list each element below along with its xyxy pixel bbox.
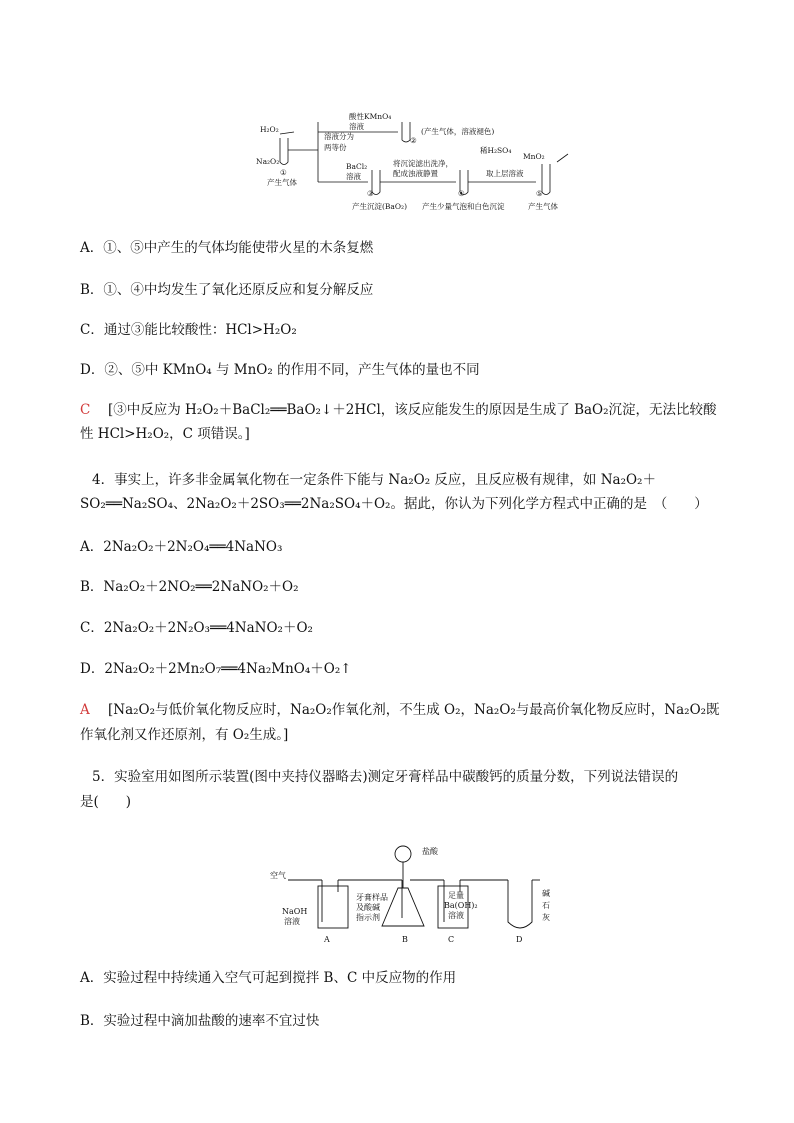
q3-option-a: A．①、⑤中产生的气体均能使带火星的木条复燃 xyxy=(80,240,374,256)
split-label-1: 溶液分为 xyxy=(324,132,354,141)
q3-answer-line-1 xyxy=(80,400,717,420)
test-tube-5 xyxy=(542,164,550,195)
precipitate-label-3: 产生沉淀(BaO₂) xyxy=(352,202,407,211)
sample-label-2: 及酸碱 xyxy=(356,903,380,912)
apparatus-label-d: D xyxy=(516,935,523,944)
baoh-label-2: Ba(OH)₂ xyxy=(444,901,478,910)
q4-answer-letter: A xyxy=(80,702,90,718)
q4-explanation-1: [Na₂O₂与低价氧化物反应时，Na₂O₂作氧化剂，不生成 O₂，Na₂O₂与最高价氧化物反应时，Na₂O₂既 xyxy=(108,702,720,718)
q5-stem-line-2: 是( ) xyxy=(80,794,132,810)
sample-label-1: 牙膏样品 xyxy=(356,893,388,902)
kmno4-label-1: 酸性KMnO₄ xyxy=(349,112,392,121)
q4-answer-line-2: 作氧化剂又作还原剂，有 O₂生成。] xyxy=(80,727,289,743)
gas-label-5: 产生气体 xyxy=(528,202,558,211)
q5-stem-line-1: 5．实验室用如图所示装置(图中夹持仪器略去)测定牙膏样品中碳酸钙的质量分数，下列说法错误的 xyxy=(92,769,679,785)
tube-number-4: ④ xyxy=(458,189,465,198)
h2so4-label: 稀H₂SO₄ xyxy=(480,146,512,155)
flask-b xyxy=(382,888,424,926)
apparatus-label-c: C xyxy=(448,935,455,944)
dropping-funnel xyxy=(395,846,411,862)
q4-option-d: D．2Na₂O₂＋2Mn₂O₇══4Na₂MnO₄＋O₂↑ xyxy=(80,661,352,677)
split-label-2: 两等份 xyxy=(324,143,347,152)
q4-answer-line-1 xyxy=(80,700,720,720)
u-tube-d xyxy=(508,880,532,928)
test-tube-1 xyxy=(280,138,288,165)
q4-stem-line-1: 4．事实上，许多非金属氧化物在一定条件下能与 Na₂O₂ 反应，且反应极有规律，如 Na₂O₂＋ xyxy=(92,472,656,488)
tube-number-2: ② xyxy=(410,136,417,145)
bacl2-label-1: BaCl₂ xyxy=(346,162,368,171)
apparatus-diagram xyxy=(262,830,562,948)
q4-option-a: A．2Na₂O₂＋2N₂O₄══4NaNO₃ xyxy=(80,539,283,555)
q3-answer-line-2: 性 HCl>H₂O₂，C 项错误。] xyxy=(80,426,250,442)
bacl2-label-2: 溶液 xyxy=(346,172,361,181)
q3-option-d: D．②、⑤中 KMnO₄ 与 MnO₂ 的作用不同，产生气体的量也不同 xyxy=(80,362,480,378)
observation-2: (产生气体，溶液褪色) xyxy=(421,127,495,136)
q4-stem-line-2: SO₂══Na₂SO₄、2Na₂O₂＋2SO₃══2Na₂SO₄＋O₂。据此，你认为下列化学方程式中正确的是 （ ） xyxy=(80,496,708,512)
filter-label-1: 将沉淀滤出洗净， xyxy=(393,159,453,168)
apparatus-label-b: B xyxy=(402,935,408,944)
q3-explanation-1: [③中反应为 H₂O₂＋BaCl₂══BaO₂↓＋2HCl，该反应能发生的原因是生成了 BaO₂沉淀，无法比较酸 xyxy=(108,402,717,418)
tube-number-1: ① xyxy=(280,168,287,177)
lime-label-3: 灰 xyxy=(542,913,550,922)
kmno4-label-2: 溶液 xyxy=(349,122,364,131)
q3-option-b: B．①、④中均发生了氧化还原反应和复分解反应 xyxy=(80,282,374,298)
tube-number-3: ③ xyxy=(367,189,374,198)
sample-label-3: 指示剂 xyxy=(356,913,380,922)
test-tube-2 xyxy=(402,122,410,142)
naoh-label-1: NaOH xyxy=(282,907,308,916)
filter-label-2: 配成浊液静置 xyxy=(393,169,438,178)
experiment-flow-diagram xyxy=(252,112,582,214)
h2o2-label: H₂O₂ xyxy=(260,125,279,134)
lime-label-2: 石 xyxy=(542,901,550,910)
apparatus-label-a: A xyxy=(324,935,330,944)
q3-answer-letter: C xyxy=(80,402,91,418)
q5-option-b: B．实验过程中滴加盐酸的速率不宜过快 xyxy=(80,1013,320,1029)
mno2-label: MnO₂ xyxy=(523,152,545,161)
observation-4: 产生少量气泡和白色沉淀 xyxy=(422,202,505,211)
baoh-label-1: 足量 xyxy=(448,891,464,900)
splint xyxy=(557,154,568,162)
tube-number-5: ⑤ xyxy=(536,189,543,198)
naoh-label-2: 溶液 xyxy=(284,917,300,926)
q4-option-c: C．2Na₂O₂＋2N₂O₃══4NaNO₂＋O₂ xyxy=(80,620,313,636)
q4-option-b: B．Na₂O₂＋2NO₂══2NaNO₂＋O₂ xyxy=(80,579,299,595)
baoh-label-3: 溶液 xyxy=(448,911,464,920)
hcl-label: 盐酸 xyxy=(422,847,438,856)
gas-label-1: 产生气体 xyxy=(267,178,297,187)
upper-layer-label: 取上层溶液 xyxy=(486,169,524,178)
q5-option-a: A．实验过程中持续通入空气可起到搅拌 B、C 中反应物的作用 xyxy=(80,970,457,986)
bottle-a xyxy=(318,886,348,928)
air-label: 空气 xyxy=(270,871,286,880)
dropper-arrow xyxy=(280,132,294,134)
lime-label-1: 碱 xyxy=(542,889,550,898)
q3-option-c: C．通过③能比较酸性：HCl>H₂O₂ xyxy=(80,322,297,338)
na2o2-label: Na₂O₂ xyxy=(256,157,280,166)
